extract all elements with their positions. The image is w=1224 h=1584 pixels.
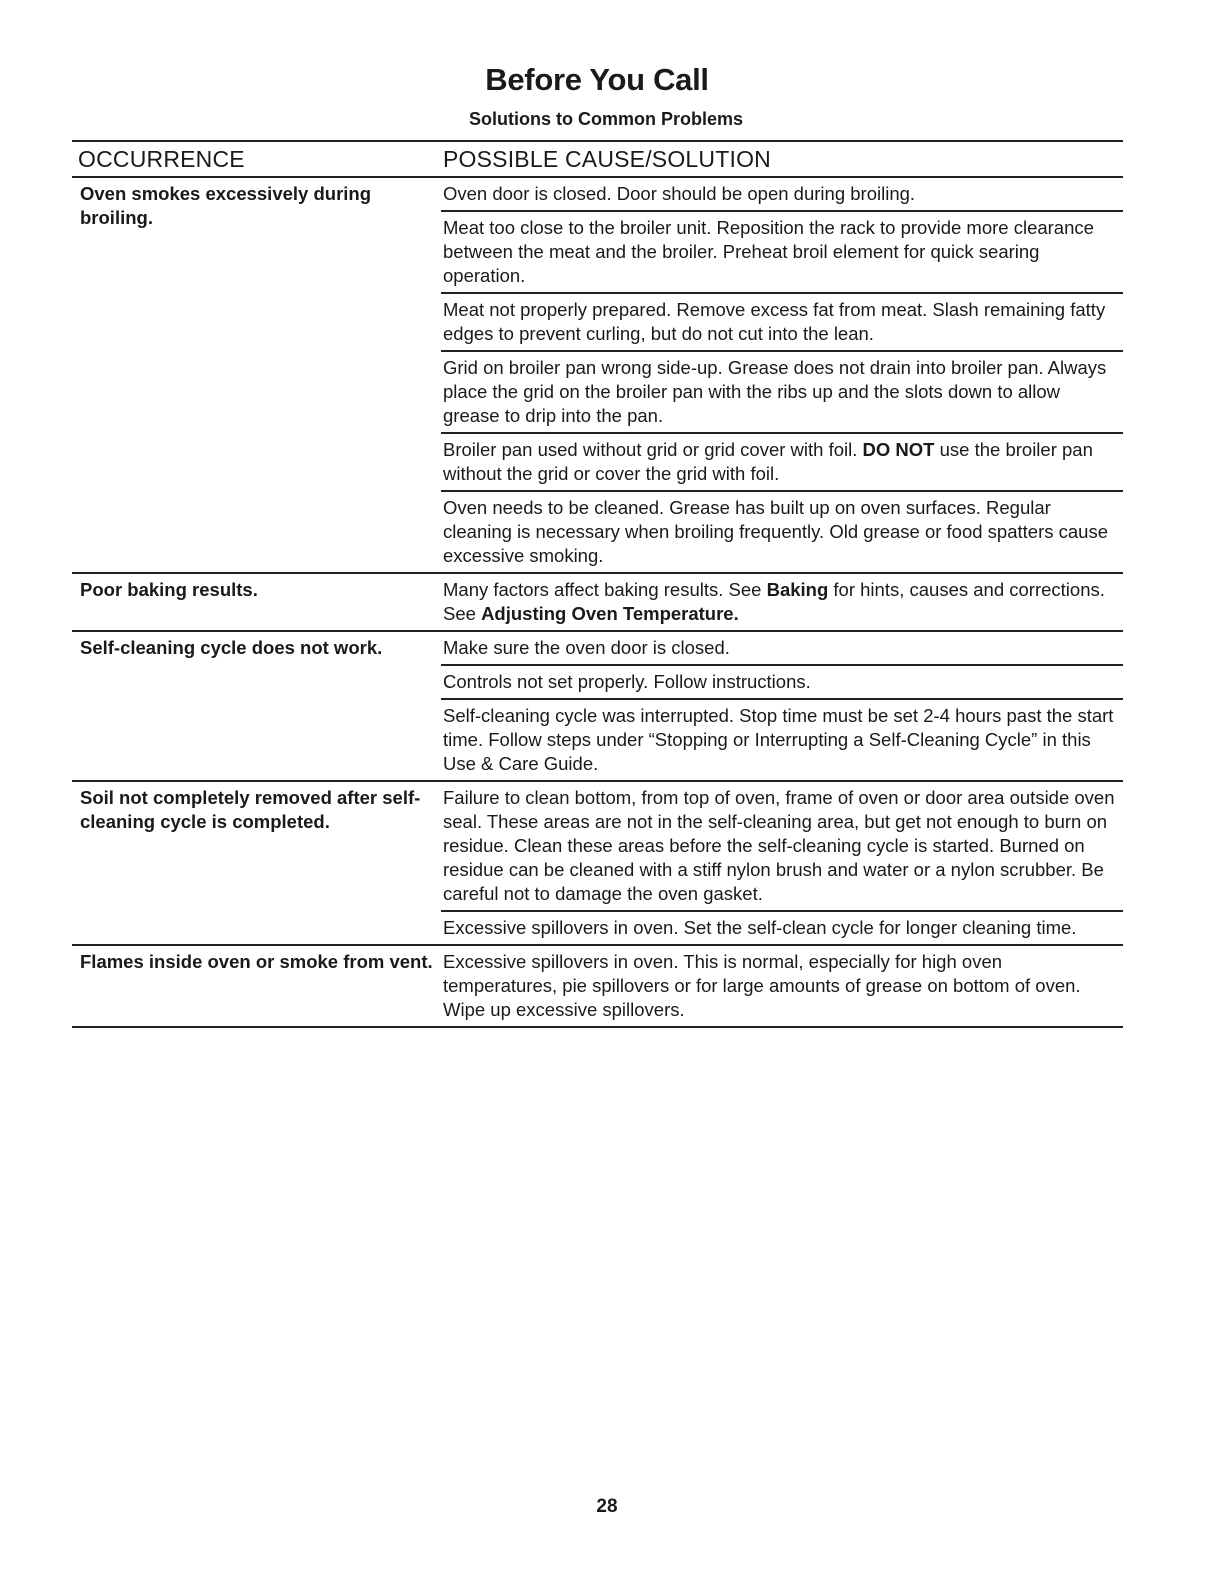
cause-item	[441, 910, 1123, 944]
cause-item	[441, 574, 1123, 630]
table-row	[72, 782, 1123, 946]
page-title: Before You Call	[485, 62, 709, 97]
emphasis-text: Adjusting Oven Temperature.	[481, 603, 739, 624]
cause-text: Failure to clean bottom, from top of oven, frame of oven or door area outside oven seal. These areas are not in the self-cleaning area, but get not enough to burn on residue. Clean these areas before the self-cleaning cycle is started. Burned on residue can be cleaned with a stiff nylon brush and water or a nylon scrubber. Be careful not to damage the oven gasket.	[443, 787, 1115, 904]
table-header	[72, 142, 1123, 178]
emphasis-text: Baking	[766, 579, 829, 600]
occurrence-cell: Oven smokes excessively during broiling.	[80, 183, 372, 228]
cause-item	[441, 432, 1123, 490]
cause-header: POSSIBLE CAUSE/SOLUTION	[443, 146, 771, 172]
table-row	[72, 946, 1123, 1028]
table-row	[72, 574, 1123, 632]
table-body	[72, 178, 1123, 1028]
cause-item	[441, 292, 1123, 350]
cause-item	[441, 178, 1123, 210]
page-number: 28	[596, 1496, 618, 1517]
cause-text: Many factors affect baking results. See	[443, 579, 767, 600]
cause-text: Grid on broiler pan wrong side-up. Grease does not drain into broiler pan. Always place the grid on the broiler pan with the ribs up and the slots down to allow grease to drip into the pan.	[443, 357, 1107, 426]
cause-text: Meat not properly prepared. Remove excess fat from meat. Slash remaining fatty edges to prevent curling, but do not cut into the lean.	[443, 299, 1106, 344]
cause-text: Make sure the oven door is closed.	[443, 637, 730, 658]
cause-item	[441, 350, 1123, 432]
cause-item	[441, 698, 1123, 780]
causes-cell	[441, 632, 1123, 780]
cause-text: for hints, causes and corrections. See	[443, 579, 1105, 624]
cause-text: Excessive spillovers in oven. This is normal, especially for high oven temperatures, pie spillovers or for large amounts of grease on bottom of oven. Wipe up excessive spillovers.	[443, 951, 1081, 1020]
cause-item	[441, 632, 1123, 664]
causes-cell	[441, 574, 1123, 630]
cause-item	[441, 664, 1123, 698]
occurrence-cell: Flames inside oven or smoke from vent.	[80, 951, 433, 972]
cause-text: Self-cleaning cycle was interrupted. Stop time must be set 2-4 hours past the start time. Follow steps under “Stopping or Interrupting a Self-Cleaning Cycle” in this Use & Care Guide.	[443, 705, 1114, 774]
causes-cell	[441, 782, 1123, 944]
page-subtitle: Solutions to Common Problems	[468, 109, 743, 129]
emphasis-text: DO NOT	[862, 439, 935, 460]
occurrence-cell: Soil not completely removed after self-cleaning cycle is completed.	[80, 787, 421, 832]
causes-cell	[441, 178, 1123, 572]
cause-item	[441, 210, 1123, 292]
occurrence-header: OCCURRENCE	[78, 146, 245, 172]
occurrence-cell: Self-cleaning cycle does not work.	[80, 637, 383, 658]
cause-item	[441, 946, 1123, 1026]
troubleshooting-table	[72, 140, 1123, 1028]
cause-item	[441, 490, 1123, 572]
table-row	[72, 178, 1123, 574]
cause-text: Broiler pan used without grid or grid cover with foil.	[443, 439, 863, 460]
cause-text: use the broiler pan without the grid or cover the grid with foil.	[443, 439, 1093, 484]
table-row	[72, 632, 1123, 782]
occurrence-cell: Poor baking results.	[80, 579, 258, 600]
cause-text: Excessive spillovers in oven. Set the self-clean cycle for longer cleaning time.	[443, 917, 1077, 938]
cause-text: Oven door is closed. Door should be open during broiling.	[443, 183, 916, 204]
cause-text: Oven needs to be cleaned. Grease has built up on oven surfaces. Regular cleaning is necessary when broiling frequently. Old grease or food spatters cause excessive smoking.	[443, 497, 1108, 566]
causes-cell	[441, 946, 1123, 1026]
cause-text: Meat too close to the broiler unit. Reposition the rack to provide more clearance between the meat and the broiler. Preheat broil element for quick searing operation.	[443, 217, 1094, 286]
cause-text: Controls not set properly. Follow instructions.	[443, 671, 811, 692]
cause-item	[441, 782, 1123, 910]
